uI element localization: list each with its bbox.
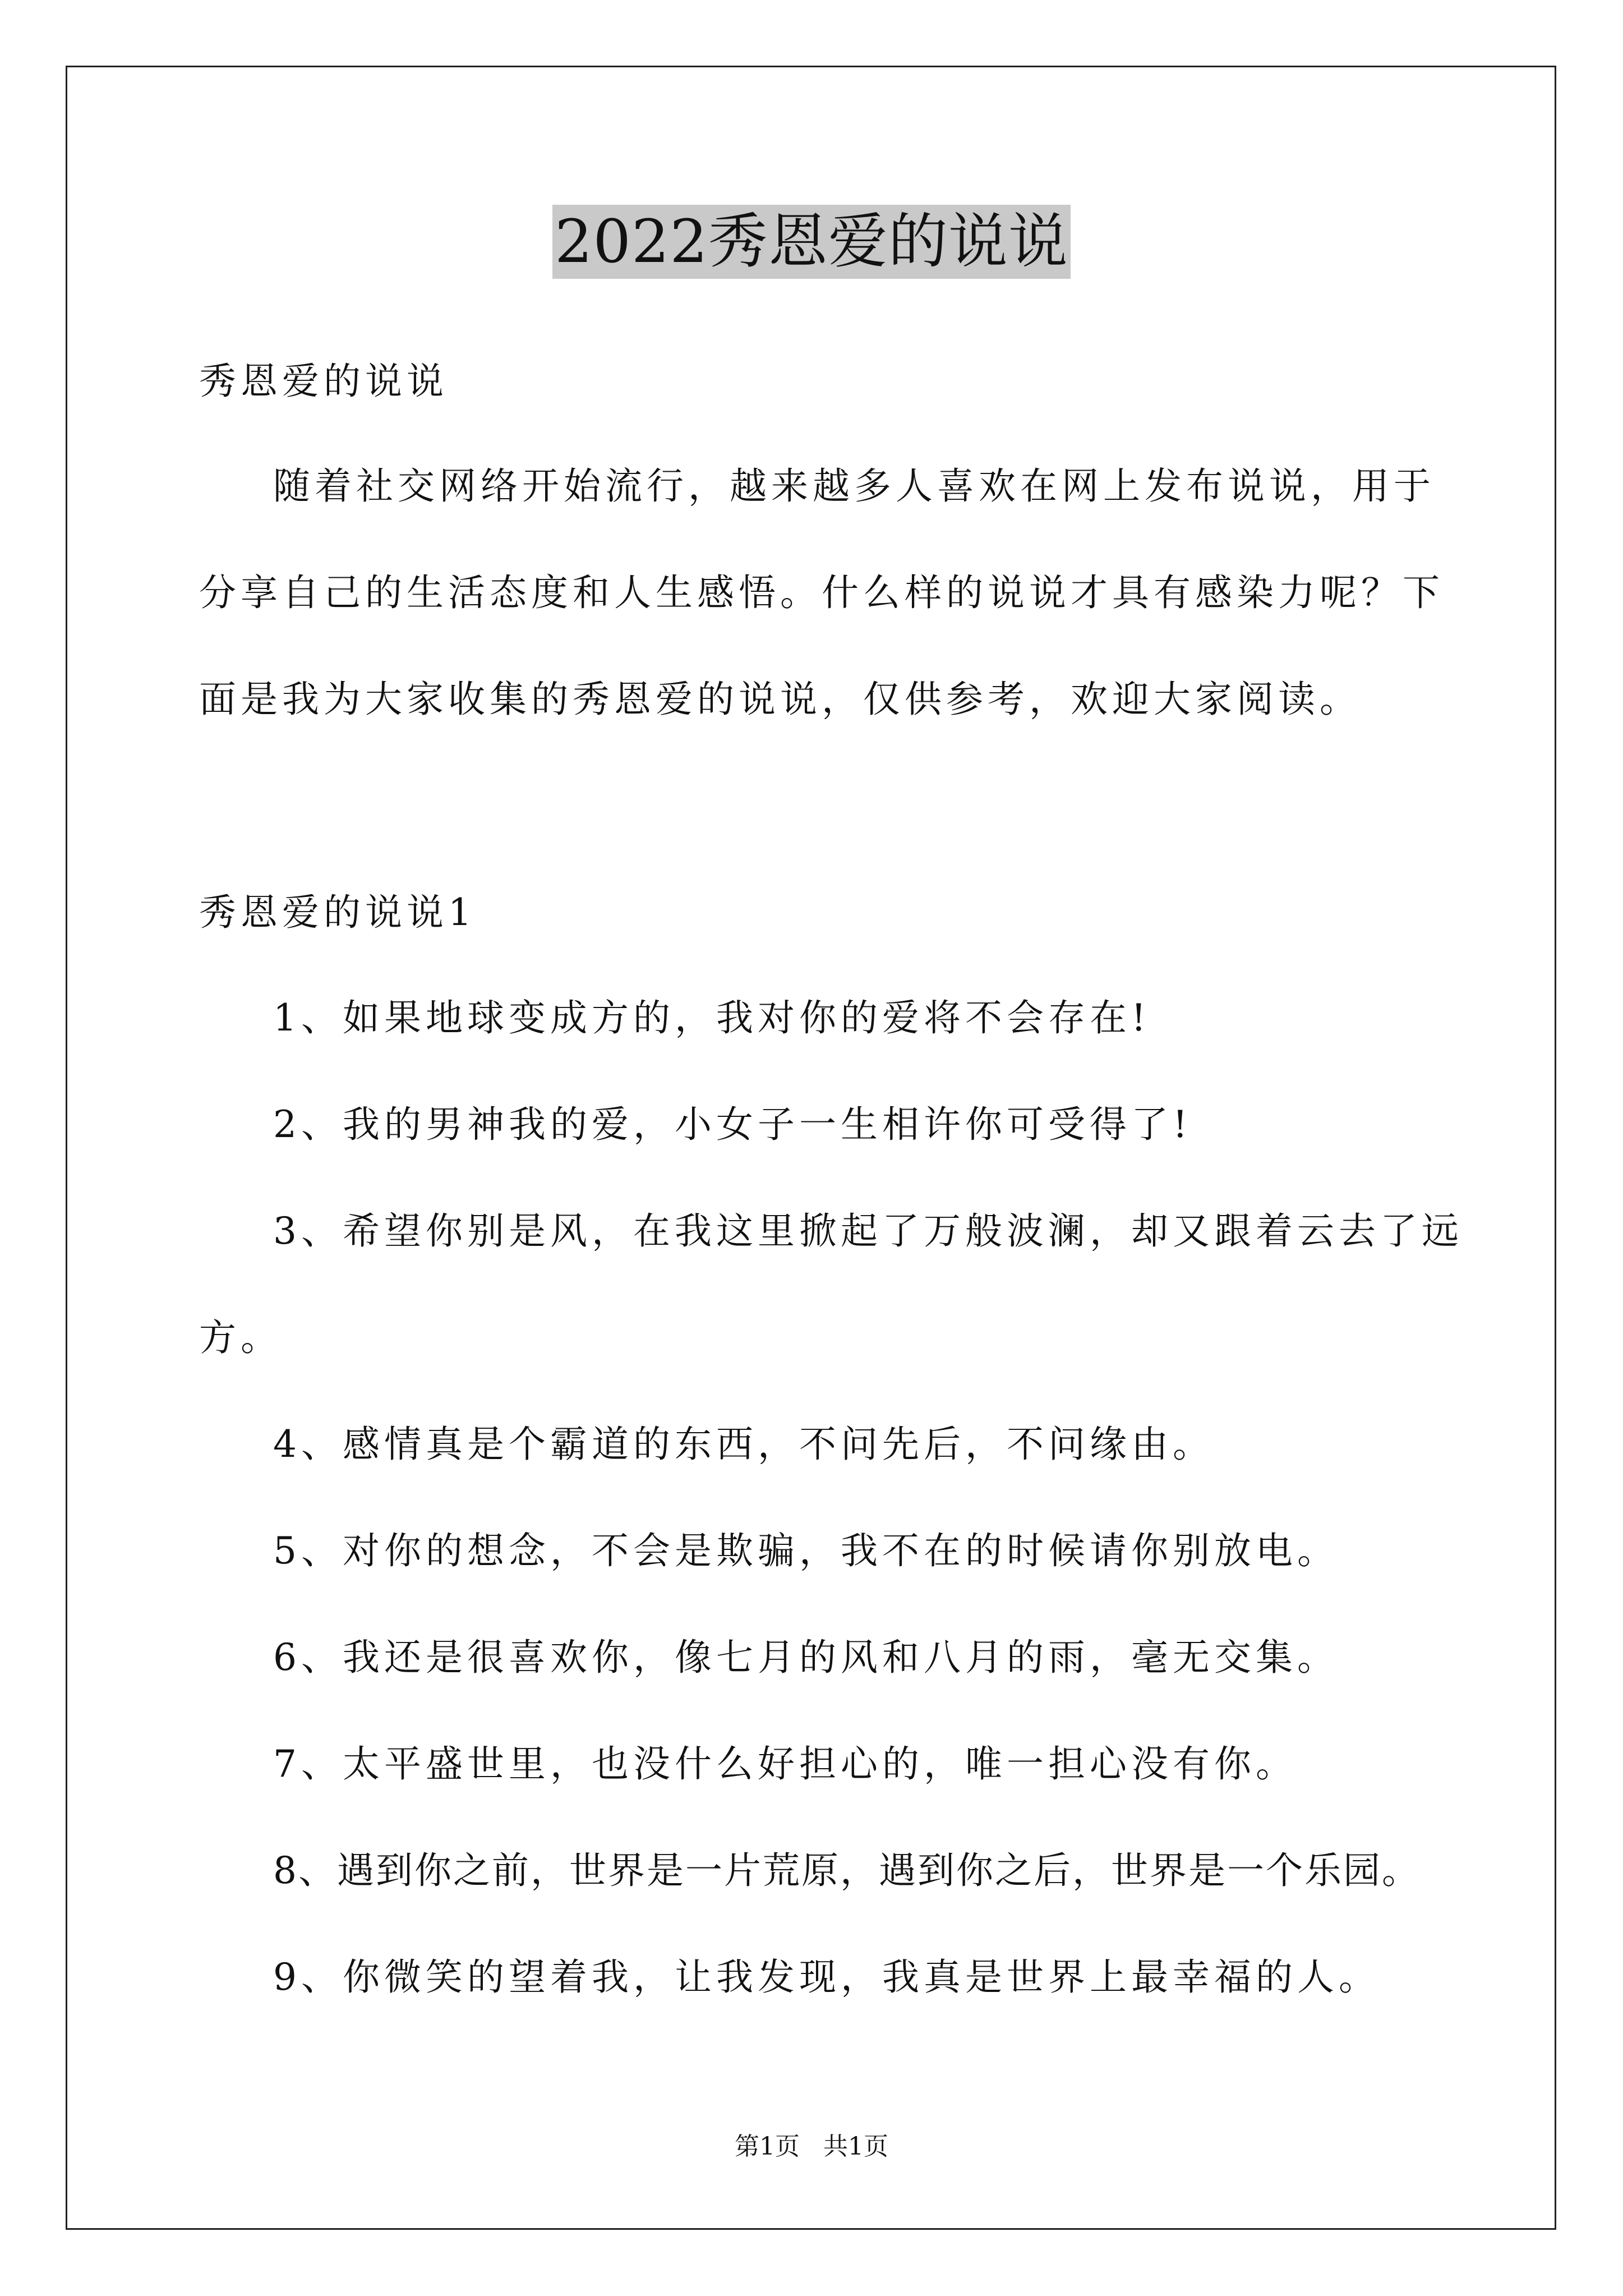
title-container — [0, 205, 1623, 279]
page-footer — [0, 2132, 1623, 2162]
list-item: 1、如果地球变成方的，我对你的爱将不会存在! — [273, 996, 1151, 1039]
section-heading: 秀恩爱的说说1 — [199, 891, 476, 934]
list-item: 4、感情真是个霸道的东西，不问先后，不问缘由。 — [273, 1423, 1214, 1466]
list-item: 8、遇到你之前，世界是一片荒原，遇到你之后，世界是一个乐园。 — [273, 1849, 1421, 1892]
list-item-continuation: 方。 — [199, 1316, 282, 1359]
page-number: 第1页 — [735, 2132, 800, 2161]
list-item: 6、我还是很喜欢你，像七月的风和八月的雨，毫无交集。 — [273, 1636, 1339, 1679]
intro-line: 分享自己的生活态度和人生感悟。什么样的说说才具有感染力呢？下 — [199, 571, 1444, 614]
document-title: 2022秀恩爱的说说 — [552, 205, 1071, 279]
list-item: 9、你微笑的望着我，让我发现，我真是世界上最幸福的人。 — [273, 1955, 1380, 1999]
intro-line: 随着社交网络开始流行，越来越多人喜欢在网上发布说说，用于 — [273, 464, 1435, 508]
list-item: 3、希望你别是风，在我这里掀起了万般波澜，却又跟着云去了远 — [273, 1209, 1463, 1253]
list-item: 2、我的男神我的爱，小女子一生相许你可受得了! — [273, 1103, 1192, 1146]
subtitle: 秀恩爱的说说 — [199, 360, 448, 403]
page-total: 共1页 — [823, 2132, 888, 2161]
list-item: 5、对你的想念，不会是欺骗，我不在的时候请你别放电。 — [273, 1529, 1339, 1572]
list-item: 7、太平盛世里，也没什么好担心的，唯一担心没有你。 — [273, 1742, 1297, 1786]
intro-line: 面是我为大家收集的秀恩爱的说说，仅供参考，欢迎大家阅读。 — [199, 678, 1361, 721]
